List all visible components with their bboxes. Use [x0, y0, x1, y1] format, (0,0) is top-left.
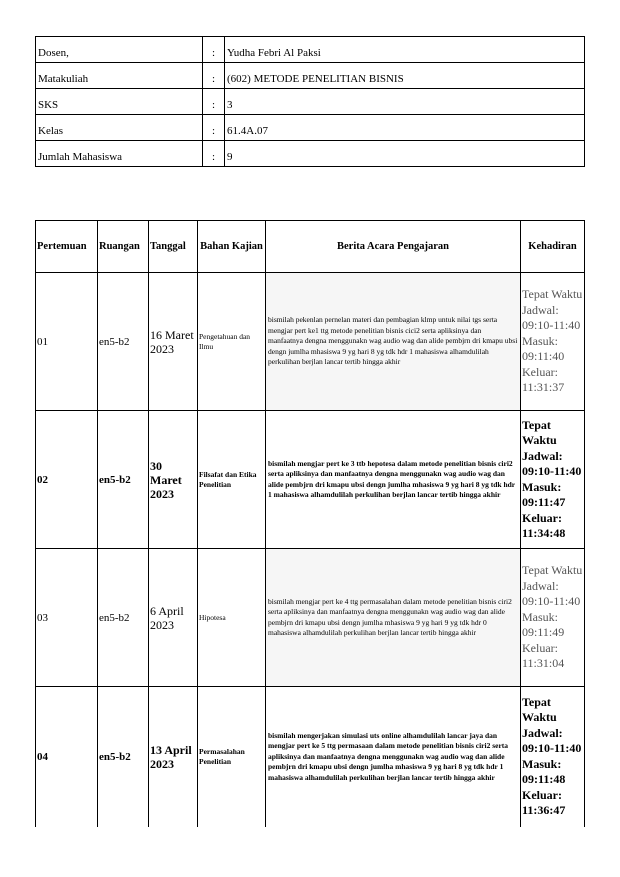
- teaching-record-table: [35, 220, 585, 827]
- keluar-value: 11:31:04: [522, 656, 565, 671]
- ruangan-cell: en5-b2: [98, 549, 149, 687]
- kehadiran-cell: [521, 687, 585, 827]
- jadwal-value: 09:10-11:40: [522, 594, 581, 609]
- berita-acara-cell: bismilah mengjar pert ke 4 ttg permasalahan dalam metode penelitian bisnis ciri2 serta apliksinya dan manfaatnya dengna menggunakn wag audio wag dan alide pembjrn dri kmapu ubsi dengn jumlha mhasiswa 9 yg hari 9 yg tdk hdr 0 mahasiswa alhamdulilah perkulihan berjlan lancar tertib hingga akhir: [266, 549, 521, 687]
- info-row-dosen: [36, 37, 585, 63]
- kehadiran-cell: [521, 549, 585, 687]
- jadwal-label: Jadwal:: [522, 725, 563, 740]
- info-value-sks: 3: [225, 89, 585, 115]
- masuk-value: 09:11:47: [522, 495, 566, 509]
- info-value-dosen: Yudha Febri Al Paksi: [225, 37, 585, 63]
- pertemuan-cell: 02: [36, 411, 98, 549]
- info-separator: :: [203, 141, 225, 167]
- tanggal-cell: 6 April 2023: [149, 549, 198, 687]
- masuk-value: 09:11:48: [522, 772, 566, 787]
- keluar-label: Keluar:: [522, 364, 558, 379]
- bahan-kajian-cell: Permasalahan Penelitian: [198, 687, 266, 827]
- keluar-value: 11:31:37: [522, 380, 565, 395]
- table-row: [36, 549, 585, 687]
- masuk-value: 09:11:40: [522, 349, 565, 364]
- keluar-value: 11:36:47: [522, 803, 566, 818]
- jadwal-value: 09:10-11:40: [522, 741, 582, 756]
- pertemuan-cell: 01: [36, 273, 98, 411]
- table-header-row: [36, 221, 585, 273]
- keluar-label: Keluar:: [522, 787, 562, 802]
- table-row: [36, 687, 585, 827]
- table-row: [36, 273, 585, 411]
- jadwal-label: Jadwal:: [522, 448, 563, 463]
- info-label: Jumlah Mahasiswa: [36, 141, 203, 167]
- info-separator: :: [203, 115, 225, 141]
- info-label: Matakuliah: [36, 63, 203, 89]
- header-ruangan: Ruangan: [98, 221, 149, 273]
- info-separator: :: [203, 37, 225, 63]
- pertemuan-cell: 03: [36, 549, 98, 687]
- header-tanggal: Tanggal: [149, 221, 198, 273]
- jadwal-value: 09:10-11:40: [522, 318, 581, 333]
- header-berita-acara: Berita Acara Pengajaran: [266, 221, 521, 273]
- berita-acara-cell: bismilah pekenlan pernelan materi dan pembagian klmp untuk nilai tgs serta mengjar pert ke1 ttg metode penelitian bisnis cici2 serta apliksinya dan manfaatnya dengna menggunakn wag audio wag dan alide pembjrn dri kmapu ubsi dengn jumlha mhasiswa 9 yg hari 8 yg tdk hdr 1 mahasiswa alhamdulilah perkulihan berjlan lancar tertib hingga akhir: [266, 273, 521, 411]
- jadwal-value: 09:10-11:40: [522, 464, 582, 478]
- info-row-sks: [36, 89, 585, 115]
- info-label: SKS: [36, 89, 203, 115]
- info-label: Dosen,: [36, 37, 203, 63]
- info-row-matakuliah: [36, 63, 585, 89]
- bahan-kajian-cell: Filsafat dan Etika Penelitian: [198, 411, 266, 549]
- info-separator: :: [203, 63, 225, 89]
- bahan-kajian-cell: Hipotesa: [198, 549, 266, 687]
- info-row-jumlah-mahasiswa: [36, 141, 585, 167]
- bahan-kajian-cell: Pengetahuan dan Ilmu: [198, 273, 266, 411]
- kehadiran-status: Tepat Waktu: [522, 287, 583, 302]
- info-separator: :: [203, 89, 225, 115]
- ruangan-cell: en5-b2: [98, 273, 149, 411]
- kehadiran-status: Tepat Waktu: [522, 417, 557, 447]
- keluar-value: 11:34:48: [522, 526, 566, 540]
- jadwal-label: Jadwal:: [522, 302, 559, 317]
- kehadiran-cell: [521, 273, 585, 411]
- keluar-label: Keluar:: [522, 510, 562, 525]
- masuk-value: 09:11:49: [522, 625, 565, 640]
- header-bahan-kajian: Bahan Kajian: [198, 221, 266, 273]
- tanggal-cell: 13 April 2023: [149, 687, 198, 827]
- kehadiran-status: Tepat Waktu: [522, 563, 583, 578]
- kehadiran-cell: [521, 411, 585, 549]
- masuk-label: Masuk:: [522, 756, 562, 771]
- berita-acara-cell: bismilah mengerjakan simulasi uts online alhamdulilah lancar jaya dan mengjar pert ke 5 ttg permasaan dalam metode penelitian bisnis ciri2 serta apliksinya dan manfaatnya dengna menggunakn wag audio wag dan alide pembjrn dri kmapu ubsi dengn jumlha mhasiswa 9 yg hari 8 yg tdk hdr 1 mahasiswa alhamdulilah perkulihan berjlan lancar tertib hingga akhir: [266, 687, 521, 827]
- jadwal-label: Jadwal:: [522, 578, 559, 593]
- masuk-label: Masuk:: [522, 333, 558, 348]
- course-info-table: [35, 36, 585, 167]
- info-row-kelas: [36, 115, 585, 141]
- info-value-matakuliah: (602) METODE PENELITIAN BISNIS: [225, 63, 585, 89]
- info-value-jumlah-mahasiswa: 9: [225, 141, 585, 167]
- info-value-kelas: 61.4A.07: [225, 115, 585, 141]
- pertemuan-cell: 04: [36, 687, 98, 827]
- tanggal-cell: 30 Maret 2023: [149, 411, 198, 549]
- ruangan-cell: en5-b2: [98, 411, 149, 549]
- keluar-label: Keluar:: [522, 640, 558, 655]
- header-kehadiran: Kehadiran: [521, 221, 585, 273]
- table-row: [36, 411, 585, 549]
- masuk-label: Masuk:: [522, 609, 558, 624]
- tanggal-cell: 16 Maret 2023: [149, 273, 198, 411]
- info-label: Kelas: [36, 115, 203, 141]
- berita-acara-cell: bismilah mengjar pert ke 3 ttb hepotesa dalam metode penelitian bisnis ciri2 serta apliksinya dan manfaatnya dengna menggunakn wag audio wag dan alide pembjrn dri kmapu ubsi dengn jumlha mhasiswa 9 yg hari 8 yg tdk hdr 1 mahasiswa alhamdulilah perkulihan berjlan lancar tertib hingga akhir: [266, 411, 521, 549]
- kehadiran-status: Tepat Waktu: [522, 694, 557, 725]
- header-pertemuan: Pertemuan: [36, 221, 98, 273]
- ruangan-cell: en5-b2: [98, 687, 149, 827]
- masuk-label: Masuk:: [522, 479, 562, 494]
